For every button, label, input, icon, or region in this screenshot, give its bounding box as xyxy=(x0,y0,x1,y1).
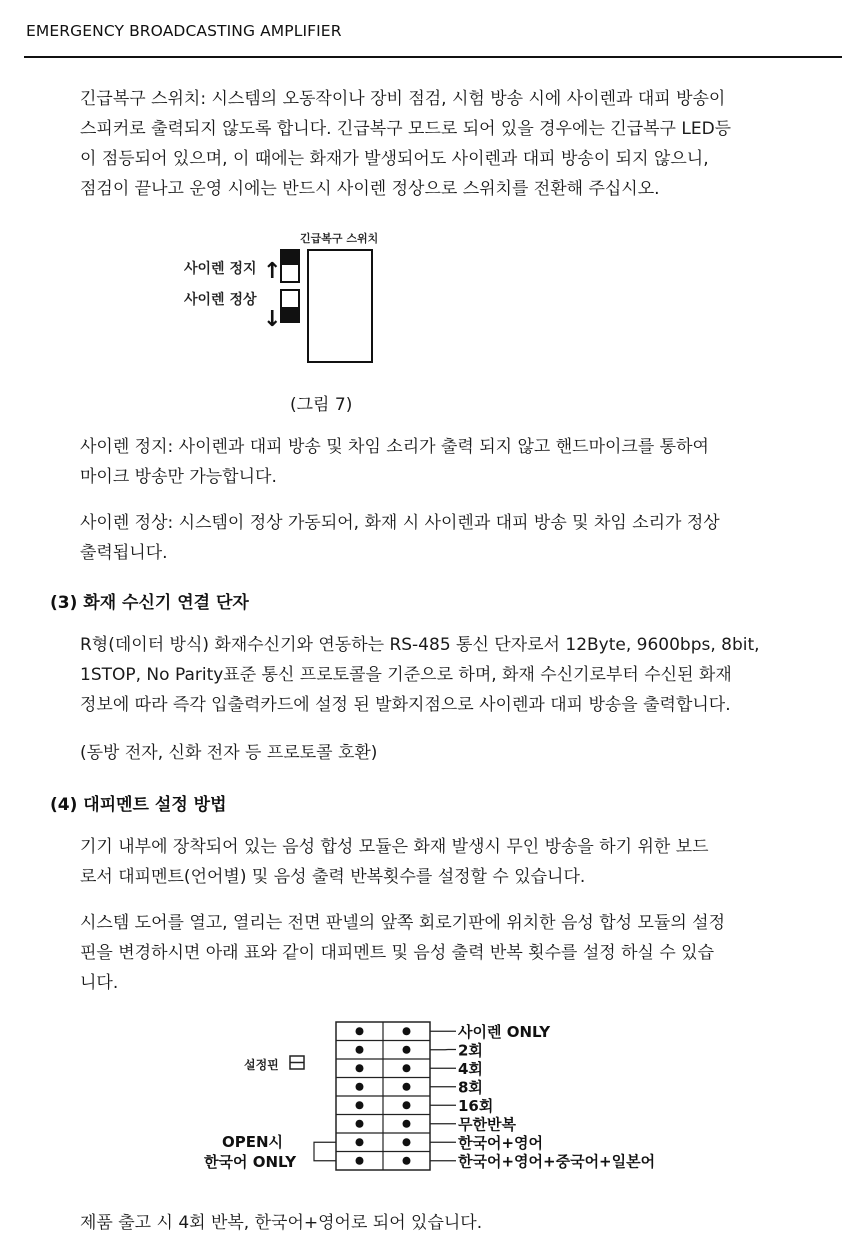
figure-7-caption: (그림 7) xyxy=(290,395,353,415)
siren-stop-paragraph xyxy=(80,432,820,492)
pin-row-label: 2회 xyxy=(458,1041,483,1060)
pin-row-label: 한국어+영어+중국어+일본어 xyxy=(458,1152,656,1171)
switch-body xyxy=(308,250,372,362)
section-4-paragraph-2 xyxy=(80,908,820,998)
label-siren-normal: 사이렌 정상 xyxy=(184,292,257,308)
pin-grid xyxy=(336,1022,430,1170)
section-3-heading: (3) 화재 수신기 연결 단자 xyxy=(50,593,249,613)
siren-stop-line: 사이렌 정지: 사이렌과 대피 방송 및 차임 소리가 출력 되지 않고 핸드마이크를 통하여 xyxy=(80,437,709,457)
siren-stop-line: 마이크 방송만 가능합니다. xyxy=(80,467,277,487)
intro-line: 스피커로 출력되지 않도록 합니다. 긴급복구 모드로 되어 있을 경우에는 긴급복구 LED등 xyxy=(80,119,732,139)
section-4-paragraph-1 xyxy=(80,832,820,892)
switch-title: 긴급복구 스위치 xyxy=(300,232,379,245)
intro-paragraph xyxy=(80,84,820,204)
open-bracket xyxy=(314,1142,336,1161)
section-4-p2-line: 핀을 변경하시면 아래 표와 같이 대피멘트 및 음성 출력 반복 횟수를 설정 하실 수 있습 xyxy=(80,943,715,963)
pin-row-label: 4회 xyxy=(458,1060,483,1078)
factory-default-note: 제품 출고 시 4회 반복, 한국어+영어로 되어 있습니다. xyxy=(80,1213,483,1233)
pin-row-label: 한국어+영어 xyxy=(458,1134,544,1152)
intro-line: 긴급복구 스위치: 시스템의 오동작이나 장비 점검, 시험 방송 시에 사이렌과 대피 방송이 xyxy=(80,89,726,109)
switch-stop-position xyxy=(281,250,299,282)
arrow-down-icon: ↓ xyxy=(263,307,282,332)
pin-row-label: 16회 xyxy=(458,1097,494,1115)
pin-label: 설정핀 xyxy=(244,1058,279,1072)
header-divider xyxy=(24,56,842,58)
section-3-note: (동방 전자, 신화 전자 등 프로토콜 호환) xyxy=(80,743,378,763)
section-4-p1-line: 기기 내부에 장착되어 있는 음성 합성 모듈은 화재 발생시 무인 방송을 하기 위한 보드 xyxy=(80,837,709,857)
pin-leader-lines xyxy=(430,1031,456,1161)
siren-normal-paragraph xyxy=(80,508,820,568)
document-title: EMERGENCY BROADCASTING AMPLIFIER xyxy=(26,22,342,40)
intro-line: 이 점등되어 있으며, 이 때에는 화재가 발생되어도 사이렌과 대피 방송이 되지 않으니, xyxy=(80,149,709,169)
section-3-paragraph xyxy=(80,630,840,720)
section-4-heading: (4) 대피멘트 설정 방법 xyxy=(50,795,227,815)
section-3-line: 정보에 따라 즉각 입출력카드에 설정 된 발화지점으로 사이렌과 대피 방송을 출력합니다. xyxy=(80,695,731,715)
open-korean-only-label: 한국어 ONLY xyxy=(204,1153,297,1171)
section-4-p2-line: 니다. xyxy=(80,973,119,993)
siren-normal-line: 사이렌 정상: 시스템이 정상 가동되어, 화재 시 사이렌과 대피 방송 및 차임 소리가 정상 xyxy=(80,513,720,533)
pin-row-label: 무한반복 xyxy=(458,1115,516,1134)
section-4-p1-line: 로서 대피멘트(언어별) 및 음성 출력 반복횟수를 설정할 수 있습니다. xyxy=(80,867,586,887)
section-3-line: 1STOP, No Parity표준 통신 프로토콜을 기준으로 하며, 화재 수신기로부터 수신된 화재 xyxy=(80,665,732,685)
section-4-p2-line: 시스템 도어를 열고, 열리는 전면 판넬의 앞쪽 회로기판에 위치한 음성 합성 모듈의 설정 xyxy=(80,913,726,933)
pin-row-label: 8회 xyxy=(458,1078,483,1097)
siren-normal-line: 출력됩니다. xyxy=(80,543,168,563)
pin-row-label: 사이렌 ONLY xyxy=(458,1023,551,1041)
section-3-line: R형(데이터 방식) 화재수신기와 연동하는 RS-485 통신 단자로서 12Byte, 9600bps, 8bit, xyxy=(80,635,760,655)
pin-setting-diagram xyxy=(190,1016,690,1176)
pin-header-icon xyxy=(290,1056,304,1069)
intro-line: 점검이 끝나고 운영 시에는 반드시 사이렌 정상으로 스위치를 전환해 주십시오. xyxy=(80,179,660,199)
switch-normal-position xyxy=(281,290,299,322)
label-siren-stop: 사이렌 정지 xyxy=(184,261,257,277)
arrow-up-icon: ↑ xyxy=(263,259,282,284)
figure-7-switch-diagram xyxy=(150,228,410,368)
open-label: OPEN시 xyxy=(222,1133,284,1151)
